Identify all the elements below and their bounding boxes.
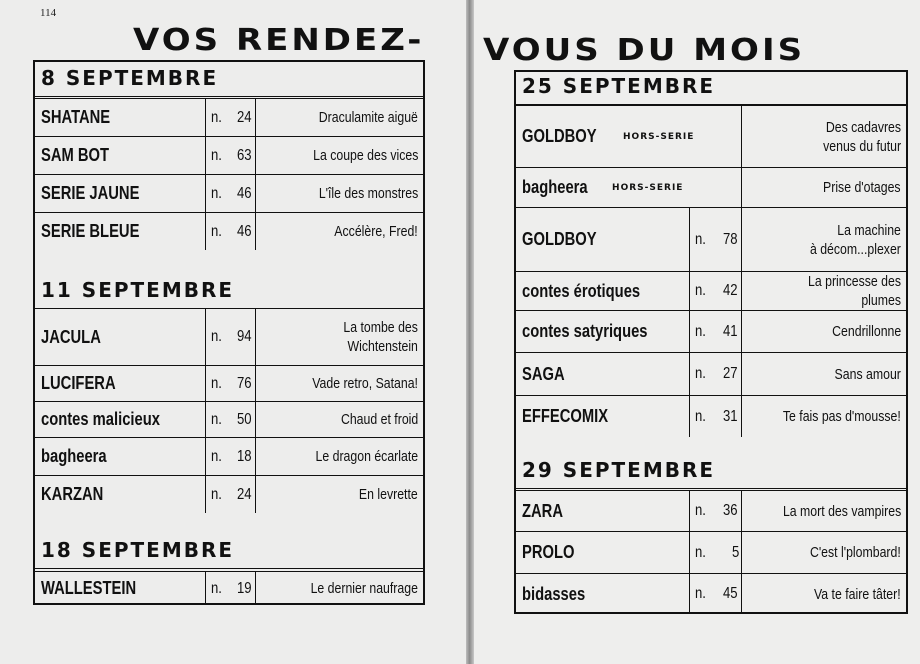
- series-logo: [516, 208, 690, 271]
- series-name: contes malicieux: [41, 409, 160, 429]
- series-logo: [35, 309, 206, 365]
- issue-prefix: n.: [211, 108, 222, 126]
- story-title: [256, 175, 423, 212]
- section-date: 8 SEPTEMBRE: [41, 66, 219, 90]
- story-title-text: La mort des vampires: [782, 502, 901, 520]
- book-gutter: [466, 0, 474, 664]
- story-title: [256, 366, 423, 401]
- table-row: [35, 437, 423, 475]
- series-name: contes érotiques: [522, 280, 641, 301]
- issue-number: [206, 402, 256, 437]
- issue-prefix: n.: [695, 365, 706, 382]
- issue-value: 24: [237, 108, 252, 126]
- series-name: GOLDBOY: [522, 229, 597, 249]
- issue-prefix: n.: [695, 230, 706, 248]
- issue-prefix: n.: [695, 502, 706, 519]
- story-title: [742, 532, 906, 573]
- table-row: [35, 401, 423, 437]
- series-name: contes satyriques: [522, 321, 648, 341]
- issue-prefix: n.: [211, 410, 222, 428]
- story-title-text: C'est l'plombard!: [810, 544, 901, 561]
- issue-value: 18: [237, 447, 252, 465]
- section-divider: [35, 568, 423, 569]
- issue-number: [690, 574, 742, 614]
- table-row: [516, 573, 906, 614]
- issue-value: 78: [723, 230, 738, 248]
- table-row: [516, 271, 906, 310]
- story-title-text: La princesse des plumes: [808, 273, 901, 309]
- issue-number: [690, 208, 742, 271]
- issue-number: [690, 311, 742, 352]
- table-row: [516, 105, 906, 167]
- hors-serie-tag: HORS-SERIE: [623, 131, 695, 142]
- series-name: EFFECOMIX: [522, 406, 609, 426]
- story-title-text: Draculamite aiguë: [318, 109, 418, 126]
- series-name: JACULA: [41, 326, 101, 347]
- story-title-text: Cendrillonne: [831, 323, 901, 340]
- table-row: [35, 174, 423, 212]
- story-title: [742, 353, 906, 395]
- issue-prefix: n.: [211, 222, 222, 240]
- issue-value: 94: [237, 328, 252, 345]
- issue-value: 27: [723, 365, 738, 382]
- series-name: SHATANE: [41, 107, 111, 127]
- story-title: [742, 168, 906, 207]
- story-title: [742, 106, 906, 167]
- section-date: 25 SEPTEMBRE: [522, 74, 716, 98]
- table-row: [35, 136, 423, 174]
- issue-number: [206, 572, 256, 605]
- series-name: SAM BOT: [41, 145, 110, 165]
- series-logo: [516, 168, 742, 207]
- story-title: [256, 402, 423, 437]
- story-title: [742, 396, 906, 437]
- series-name: KARZAN: [41, 484, 104, 504]
- section-date: 29 SEPTEMBRE: [522, 458, 716, 482]
- series-name: ZARA: [522, 500, 563, 521]
- series-logo: [516, 311, 690, 352]
- issue-prefix: n.: [695, 322, 706, 340]
- story-title: [256, 309, 423, 365]
- series-name: SERIE BLEUE: [41, 221, 140, 241]
- section-date: 11 SEPTEMBRE: [41, 278, 235, 302]
- section-divider: [35, 96, 423, 97]
- story-title: [742, 491, 906, 531]
- issue-value: 45: [723, 585, 738, 602]
- table-row: [35, 475, 423, 513]
- table-row: [35, 365, 423, 401]
- page-title-right: VOUS DU MOIS: [483, 32, 806, 68]
- series-name: SAGA: [522, 363, 565, 384]
- series-logo: [516, 491, 690, 531]
- issue-value: 76: [237, 374, 252, 392]
- issue-number: [690, 491, 742, 531]
- story-title-text: Des cadavres venus du futur: [823, 118, 901, 155]
- issue-prefix: n.: [211, 485, 222, 503]
- story-title: [742, 574, 906, 614]
- series-name: GOLDBOY: [522, 126, 597, 146]
- issue-prefix: n.: [211, 447, 222, 465]
- issue-number: [690, 353, 742, 395]
- series-logo: [35, 137, 206, 174]
- hors-serie-tag: HORS-SERIE: [612, 182, 684, 193]
- issue-number: [206, 309, 256, 365]
- series-name: PROLO: [522, 542, 575, 562]
- table-row: [35, 308, 423, 365]
- story-title-text: Prise d'otages: [823, 179, 901, 196]
- section-divider: [516, 488, 906, 489]
- series-logo: [35, 572, 206, 605]
- story-title-text: Chaud et froid: [340, 411, 418, 428]
- story-title-text: Accélère, Fred!: [334, 223, 418, 240]
- series-name: SERIE JAUNE: [41, 183, 140, 203]
- story-title-text: En levrette: [359, 486, 418, 503]
- issue-value: 50: [237, 410, 252, 428]
- story-title: [256, 476, 423, 513]
- series-logo: [35, 476, 206, 513]
- issue-prefix: n.: [211, 579, 222, 597]
- series-logo: [516, 532, 690, 573]
- issue-value: 24: [237, 485, 252, 503]
- story-title: [742, 311, 906, 352]
- section-date: 18 SEPTEMBRE: [41, 538, 235, 562]
- series-logo: [516, 272, 690, 310]
- issue-value: 19: [237, 579, 252, 597]
- table-row: [516, 310, 906, 352]
- issue-value: 63: [237, 146, 252, 164]
- series-logo: [516, 574, 690, 614]
- story-title: [256, 213, 423, 250]
- issue-number: [206, 438, 256, 475]
- series-logo: [516, 353, 690, 395]
- series-logo: [35, 213, 206, 250]
- series-name: bagheera: [41, 446, 107, 466]
- story-title-text: Sans amour: [834, 365, 901, 383]
- series-name: bidasses: [522, 583, 586, 604]
- table-row: [516, 531, 906, 573]
- issue-value: 46: [237, 184, 252, 202]
- issue-number: [690, 272, 742, 310]
- story-title: [256, 99, 423, 136]
- issue-number: [206, 366, 256, 401]
- series-logo: [516, 106, 742, 167]
- issue-number: [206, 213, 256, 250]
- issue-number: [206, 99, 256, 136]
- issue-number: [206, 476, 256, 513]
- table-row: [35, 212, 423, 250]
- issue-prefix: n.: [695, 543, 706, 561]
- table-row: [35, 98, 423, 136]
- story-title-text: Te fais pas d'mousse!: [783, 408, 901, 425]
- series-logo: [35, 175, 206, 212]
- series-logo: [35, 366, 206, 401]
- story-title-text: La machine à décom...plexer: [810, 221, 901, 258]
- story-title-text: Vade retro, Satana!: [312, 375, 418, 392]
- issue-prefix: n.: [695, 585, 706, 602]
- series-name: bagheera: [522, 177, 588, 197]
- issue-prefix: n.: [211, 328, 222, 345]
- story-title-text: L'île des monstres: [318, 185, 418, 202]
- table-row: [516, 352, 906, 395]
- story-title-text: La tombe des Wichtenstein: [343, 319, 418, 355]
- issue-value: 5: [732, 543, 740, 561]
- table-row: [516, 395, 906, 437]
- issue-prefix: n.: [211, 184, 222, 202]
- story-title: [256, 137, 423, 174]
- page-title-left: VOS RENDEZ-: [133, 22, 425, 58]
- issue-value: 36: [723, 502, 738, 519]
- issue-value: 46: [237, 222, 252, 240]
- table-row: [516, 167, 906, 207]
- story-title: [742, 208, 906, 271]
- issue-value: 31: [723, 407, 738, 425]
- issue-number: [690, 532, 742, 573]
- table-row: [516, 490, 906, 531]
- issue-prefix: n.: [695, 282, 706, 299]
- issue-prefix: n.: [211, 146, 222, 164]
- series-logo: [35, 99, 206, 136]
- series-logo: [35, 438, 206, 475]
- story-title-text: Le dragon écarlate: [315, 448, 418, 465]
- series-logo: [35, 402, 206, 437]
- story-title: [742, 272, 906, 310]
- story-title: [256, 438, 423, 475]
- issue-prefix: n.: [211, 374, 222, 392]
- issue-prefix: n.: [695, 407, 706, 425]
- story-title-text: Le dernier naufrage: [310, 580, 418, 597]
- issue-value: 42: [723, 282, 738, 299]
- issue-value: 41: [723, 322, 738, 340]
- issue-number: [690, 396, 742, 437]
- page-number: 114: [40, 7, 57, 19]
- table-row: [35, 571, 423, 605]
- table-row: [516, 207, 906, 271]
- issue-number: [206, 175, 256, 212]
- issue-number: [206, 137, 256, 174]
- story-title-text: Va te faire tâter!: [814, 585, 901, 603]
- story-title: [256, 572, 423, 605]
- series-name: WALLESTEIN: [41, 578, 137, 598]
- story-title-text: La coupe des vices: [312, 147, 418, 164]
- series-name: LUCIFERA: [41, 373, 116, 393]
- series-logo: [516, 396, 690, 437]
